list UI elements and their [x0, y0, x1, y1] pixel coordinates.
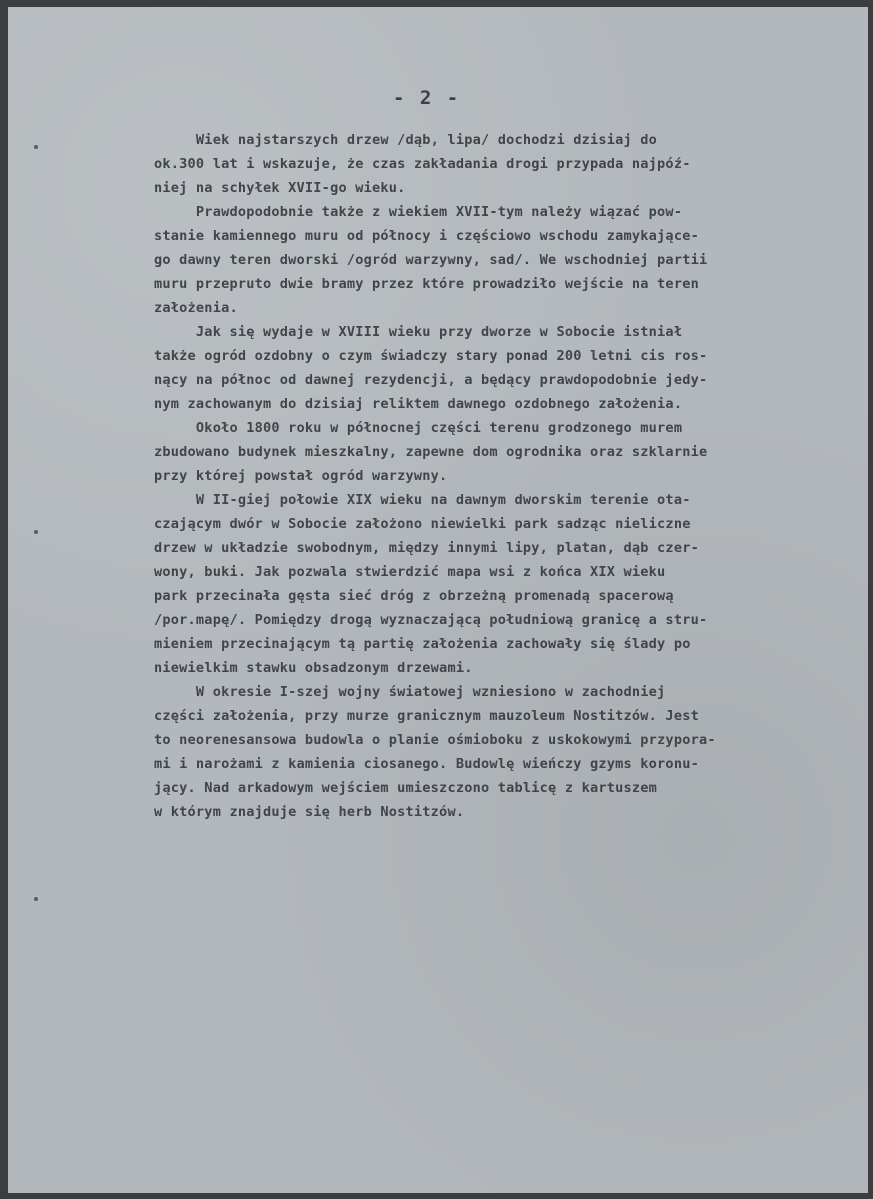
- text-line: jący. Nad arkadowym wejściem umieszczono tablicę z kartuszem: [154, 780, 658, 796]
- text-line: stanie kamiennego muru od północy i częściowo wschodu zamykające-: [154, 228, 699, 244]
- text-line: przy której powstał ogród warzywny.: [154, 468, 448, 484]
- text-line: nący na północ od dawnej rezydencji, a będący prawdopodobnie jedy-: [154, 372, 708, 388]
- text-line: W okresie I-szej wojny światowej wzniesiono w zachodniej: [154, 684, 666, 700]
- text-line: Jak się wydaje w XVIII wieku przy dworze w Sobocie istniał: [154, 324, 683, 340]
- paper-speck: [34, 897, 38, 901]
- text-line: /por.mapę/. Pomiędzy drogą wyznaczającą południową granicę a stru-: [154, 612, 708, 628]
- text-line: W II-giej połowie XIX wieku na dawnym dworskim terenie ota-: [154, 492, 691, 508]
- paper-speck: [34, 145, 38, 149]
- text-line: niewielkim stawku obsadzonym drzewami.: [154, 660, 473, 676]
- document-body: [154, 128, 854, 824]
- text-line: czającym dwór w Sobocie założono niewielki park sadząc nieliczne: [154, 516, 691, 532]
- text-line: park przecinała gęsta sieć dróg z obrzeżną promenadą spacerową: [154, 588, 674, 604]
- text-line: drzew w układzie swobodnym, między innymi lipy, platan, dąb czer-: [154, 540, 699, 556]
- page-number: - 2 -: [393, 87, 461, 109]
- text-line: także ogród ozdobny o czym świadczy stary ponad 200 letni cis ros-: [154, 348, 708, 364]
- text-line: mieniem przecinającym tą partię założenia zachowały się ślady po: [154, 636, 691, 652]
- text-line: niej na schyłek XVII-go wieku.: [154, 180, 406, 196]
- text-line: nym zachowanym do dzisiaj reliktem dawnego ozdobnego założenia.: [154, 396, 683, 412]
- text-line: w którym znajduje się herb Nostitzów.: [154, 804, 465, 820]
- text-line: wony, buki. Jak pozwala stwierdzić mapa wsi z końca XIX wieku: [154, 564, 666, 580]
- text-line: mi i narożami z kamienia ciosanego. Budowlę wieńczy gzyms koronu-: [154, 756, 699, 772]
- text-line: założenia.: [154, 300, 238, 316]
- text-line: części założenia, przy murze granicznym mauzoleum Nostitzów. Jest: [154, 708, 699, 724]
- document-page: [8, 7, 868, 1193]
- text-line: muru przepruto dwie bramy przez które prowadziło wejście na teren: [154, 276, 699, 292]
- text-line: ok.300 lat i wskazuje, że czas zakładania drogi przypada najpóź-: [154, 156, 691, 172]
- text-line: go dawny teren dworski /ogród warzywny, sad/. We wschodniej partii: [154, 252, 708, 268]
- paper-speck: [34, 530, 38, 534]
- text-line: Wiek najstarszych drzew /dąb, lipa/ dochodzi dzisiaj do: [154, 132, 658, 148]
- text-line: Prawdopodobnie także z wiekiem XVII-tym należy wiązać pow-: [154, 204, 683, 220]
- text-line: to neorenesansowa budowla o planie ośmioboku z uskokowymi przypora-: [154, 732, 716, 748]
- text-line: Około 1800 roku w północnej części terenu grodzonego murem: [154, 420, 683, 436]
- text-line: zbudowano budynek mieszkalny, zapewne dom ogrodnika oraz szklarnie: [154, 444, 708, 460]
